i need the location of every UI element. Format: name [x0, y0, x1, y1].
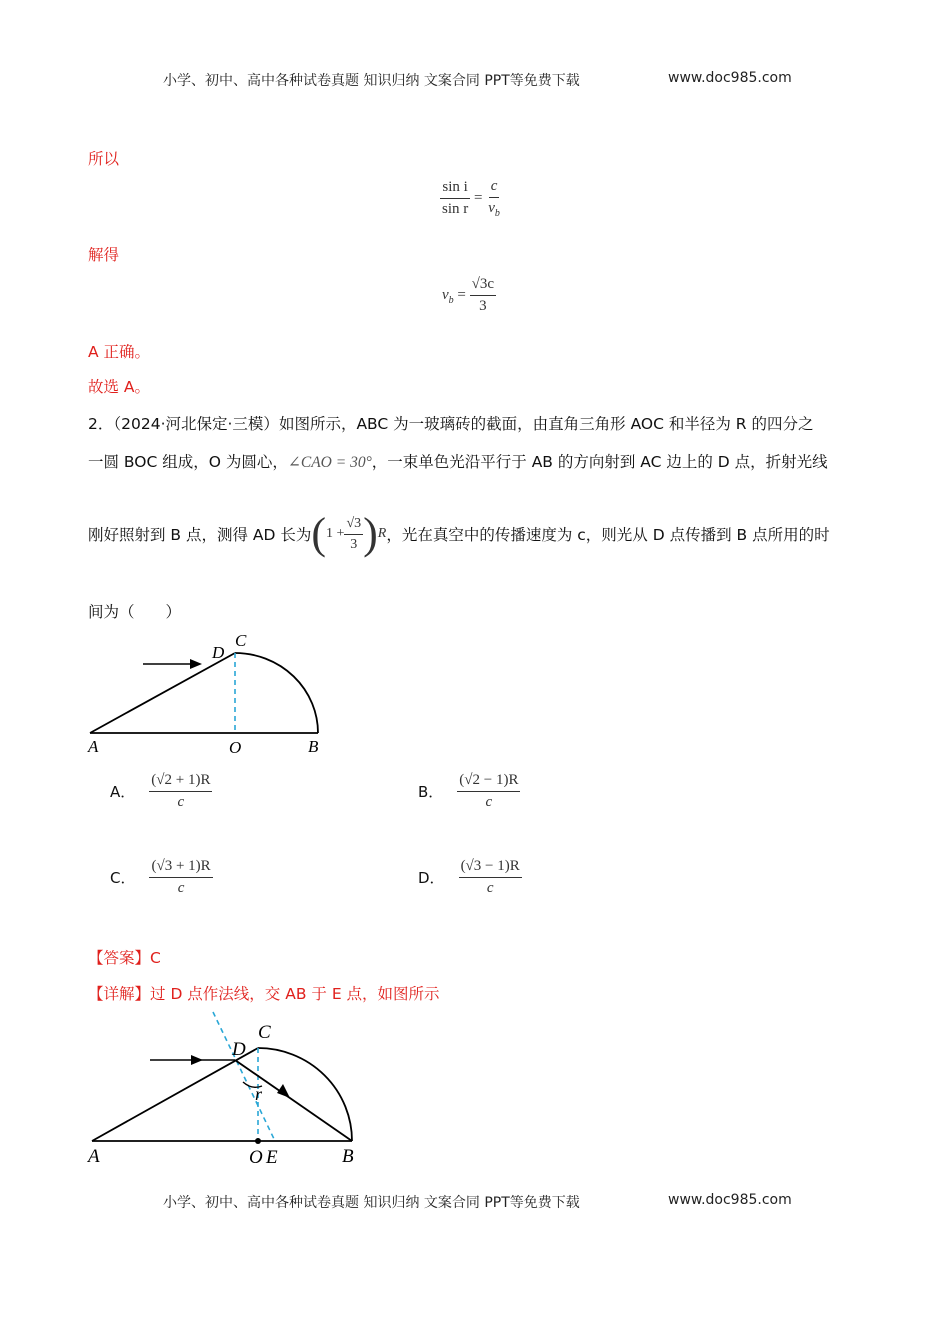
page-header-url: www.doc985.com: [668, 70, 792, 86]
option-b[interactable]: [418, 772, 520, 811]
page-header-left: 小学、初中、高中各种试卷真题 知识归纳 文案合同 PPT等免费下载: [163, 73, 580, 89]
eq2-num: √3c: [470, 276, 496, 296]
eq1-rnum: c: [489, 178, 500, 198]
question-text-2b: ，一束单色光沿平行于 AB 的方向射到 AC 边上的 D 点，折射光线: [371, 453, 828, 471]
answer-value: C: [150, 949, 161, 967]
fig2-label-e: E: [266, 1147, 278, 1168]
detail-line: [88, 982, 440, 1004]
option-c-den: c: [177, 880, 185, 896]
fig1-label-a: A: [88, 737, 99, 756]
figure-refraction: [80, 1008, 380, 1168]
fig2-point-o: [255, 1138, 261, 1144]
option-a-den: c: [177, 794, 185, 810]
fig1-arc-cb: [235, 653, 318, 733]
fig1-label-d: D: [212, 643, 225, 662]
option-a-label: A．: [110, 783, 136, 801]
detail-text: 过 D 点作法线，交 AB 于 E 点，如图所示: [150, 985, 440, 1003]
so-label: 所以: [88, 150, 120, 168]
fig1-label-o: O: [229, 738, 242, 757]
question-line-1: [88, 412, 814, 434]
eq1-rden-sub: b: [494, 208, 500, 219]
eq1-den: sin r: [442, 201, 469, 217]
question-text-3b: ，光在真空中的传播速度为 c，则光从 D 点传播到 B 点所用的时: [386, 526, 830, 544]
figure-glass-brick: [80, 626, 340, 758]
choose-a: 故选 A。: [88, 378, 151, 396]
page-footer-url: www.doc985.com: [668, 1192, 792, 1208]
angle-cao: ∠CAO = 30°: [287, 454, 372, 471]
option-d-label: D．: [418, 869, 445, 887]
fig2-arc-cb: [258, 1048, 352, 1141]
eq2-lhs-sub: b: [448, 294, 454, 306]
solve-label: 解得: [88, 246, 120, 264]
fig2-arrow-incident-icon: [191, 1055, 203, 1065]
fig2-label-r: r: [255, 1084, 263, 1104]
option-b-label: B．: [418, 783, 444, 801]
option-b-num: (√2 − 1)R: [457, 772, 520, 792]
fig2-label-o: O: [249, 1147, 263, 1168]
eq2-equals: =: [457, 286, 466, 303]
fig2-line-ac: [92, 1048, 258, 1141]
ad-one: 1 +: [326, 526, 345, 541]
ad-den: 3: [350, 536, 358, 552]
eq1-num: sin i: [440, 179, 469, 199]
question-line-4: 间为（ ）: [88, 603, 182, 621]
option-a[interactable]: [110, 772, 212, 811]
page-footer-left: 小学、初中、高中各种试卷真题 知识归纳 文案合同 PPT等免费下载: [163, 1195, 580, 1211]
option-d[interactable]: [418, 858, 522, 897]
fig2-refracted-ray: [235, 1060, 352, 1141]
eq1-rden: v: [488, 200, 495, 216]
equation-snell: [440, 178, 502, 219]
question-text-1: 如图所示，ABC 为一玻璃砖的截面，由直角三角形 AOC 和半径为 R 的四分之: [278, 415, 814, 433]
equation-vb: [442, 276, 496, 315]
question-source: （2024·河北保定·三模）: [113, 415, 279, 433]
question-number: 2．: [88, 415, 114, 433]
eq2-den: 3: [479, 298, 487, 314]
ad-num: √3: [344, 516, 363, 535]
option-d-num: (√3 − 1)R: [459, 858, 522, 878]
fig1-label-c: C: [235, 631, 247, 650]
option-b-den: c: [485, 794, 493, 810]
question-text-2a: 一圆 BOC 组成，O 为圆心，: [88, 453, 288, 471]
ad-r: R: [377, 526, 387, 541]
question-line-3: [88, 509, 830, 558]
answer-tag: 【答案】: [88, 949, 151, 967]
question-line-2: [88, 450, 828, 472]
eq1-equals: =: [474, 189, 483, 206]
fig2-label-a: A: [88, 1146, 100, 1167]
detail-tag: 【详解】: [88, 985, 151, 1003]
fig2-arrow-refracted-icon: [277, 1084, 290, 1098]
answer-line: [88, 946, 161, 968]
a-correct: A 正确。: [88, 343, 151, 361]
fig1-line-ac: [90, 653, 235, 733]
option-c[interactable]: [110, 858, 213, 897]
option-a-num: (√2 + 1)R: [149, 772, 212, 792]
option-c-label: C．: [110, 869, 136, 887]
fig1-label-b: B: [308, 737, 319, 756]
option-c-num: (√3 + 1)R: [149, 858, 212, 878]
fig2-label-d: D: [232, 1039, 246, 1060]
fig1-arrow-icon: [190, 659, 202, 669]
question-text-3a: 刚好照射到 B 点，测得 AD 长为: [88, 526, 312, 544]
eq2-lhs: v: [442, 286, 449, 303]
option-d-den: c: [486, 880, 494, 896]
ad-length-expr: ( 1 + $\frac{√3}{3}$ ) R: [311, 509, 387, 558]
fig2-label-b: B: [342, 1146, 354, 1167]
fig2-label-c: C: [258, 1022, 271, 1043]
